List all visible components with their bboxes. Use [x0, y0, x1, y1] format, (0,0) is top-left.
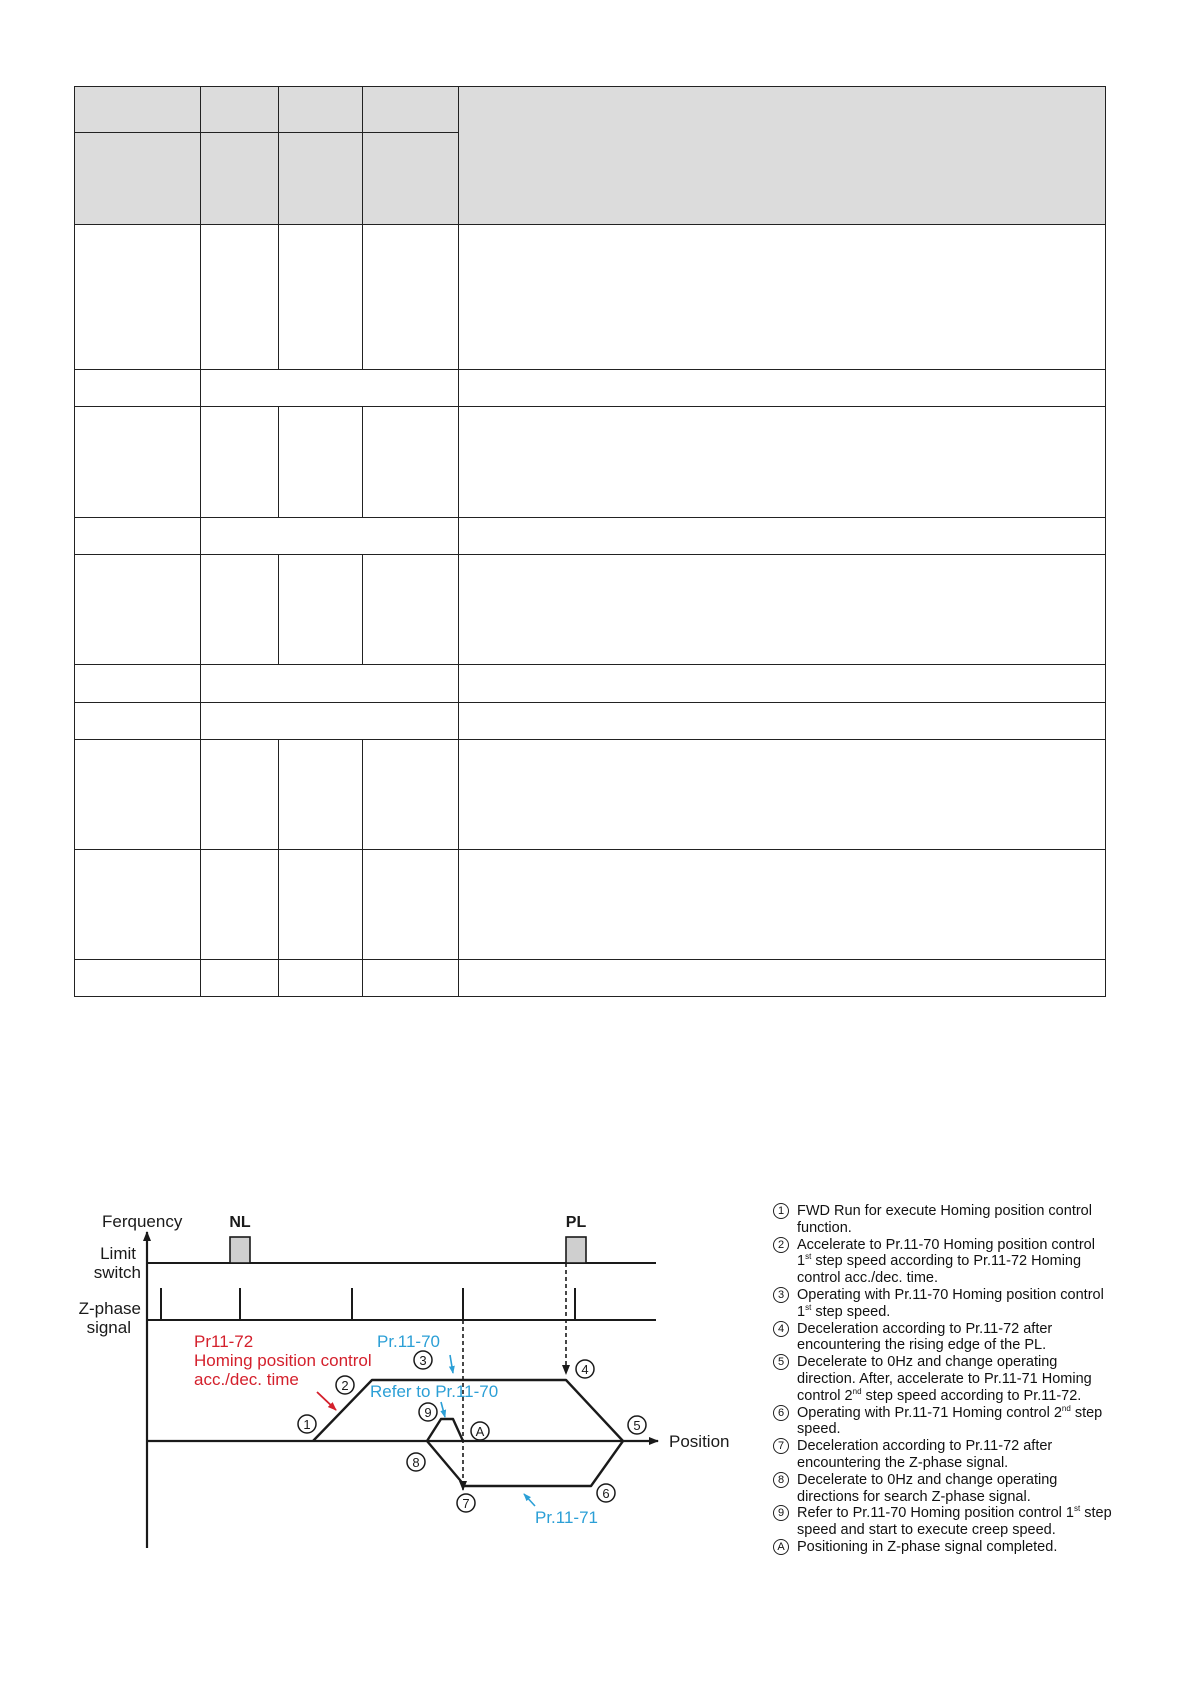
svg-text:1: 1	[303, 1417, 311, 1432]
step-legend	[773, 1203, 1113, 1556]
legend-marker: 3	[773, 1287, 789, 1303]
table-row	[75, 370, 1106, 407]
table-cell	[75, 407, 201, 518]
nl-label: NL	[229, 1214, 251, 1231]
blue-arrow	[524, 1494, 535, 1506]
annotation-line: acc./dec. time	[194, 1370, 299, 1389]
table-cell	[459, 665, 1106, 703]
step-marker-1	[298, 1415, 316, 1433]
table-header-cell	[201, 133, 279, 225]
table-cell	[75, 960, 201, 997]
table-header-row	[75, 87, 1106, 133]
legend-item	[773, 1472, 1113, 1506]
red-arrow	[317, 1392, 336, 1410]
y-axis-label: Ferquency	[102, 1212, 183, 1231]
table-cell	[459, 740, 1106, 850]
legend-item	[773, 1438, 1113, 1472]
legend-text: Decelerate to 0Hz and change operating directions for search Z-phase signal.	[797, 1471, 1058, 1505]
table-cell	[75, 518, 201, 555]
table-header-cell	[363, 133, 459, 225]
table-cell	[459, 555, 1106, 665]
legend-marker: 2	[773, 1237, 789, 1253]
legend-text: step speed.	[811, 1303, 891, 1320]
table-cell	[279, 960, 363, 997]
table-row	[75, 740, 1106, 850]
svg-text:A: A	[475, 1424, 485, 1439]
legend-item	[773, 1354, 1113, 1404]
parameter-table	[74, 86, 1106, 997]
legend-marker: 6	[773, 1405, 789, 1421]
table-header-cell	[75, 87, 201, 133]
table-row	[75, 225, 1106, 370]
table-cell	[201, 370, 459, 407]
step-marker-a	[471, 1422, 489, 1440]
nl-pulse	[230, 1237, 250, 1263]
svg-text:8: 8	[412, 1455, 420, 1470]
table-cell	[279, 407, 363, 518]
table-row	[75, 850, 1106, 960]
legend-item	[773, 1539, 1113, 1556]
x-axis-label: Position	[669, 1432, 730, 1451]
table-row	[75, 555, 1106, 665]
svg-text:3: 3	[419, 1353, 427, 1368]
table-cell	[279, 850, 363, 960]
legend-text: Operating with Pr.11-70 Homing position control 1	[797, 1286, 1104, 1320]
step-markers	[298, 1351, 646, 1512]
legend-superscript: nd	[852, 1386, 862, 1396]
legend-item	[773, 1237, 1113, 1287]
table-cell	[279, 555, 363, 665]
legend-marker: 7	[773, 1438, 789, 1454]
svg-text:9: 9	[424, 1405, 432, 1420]
annotation-line: Pr11-72	[194, 1332, 254, 1351]
table-cell	[201, 225, 279, 370]
refer-pr-11-70-label: Refer to Pr.11-70	[370, 1382, 499, 1401]
table-cell	[363, 225, 459, 370]
table-cell	[363, 407, 459, 518]
legend-text: Deceleration according to Pr.11-72 after encountering the Z-phase signal.	[797, 1438, 1053, 1471]
step-marker-4	[576, 1360, 594, 1378]
annotation-line: Homing position control	[194, 1351, 372, 1370]
table-cell	[279, 225, 363, 370]
table-cell	[459, 518, 1106, 555]
legend-text: step speed.	[797, 1404, 1103, 1438]
table-cell	[75, 225, 201, 370]
svg-text:2: 2	[341, 1378, 349, 1393]
table-cell	[459, 960, 1106, 997]
pl-label: PL	[565, 1214, 587, 1231]
legend-marker: 5	[773, 1354, 789, 1370]
table-header-cell	[75, 133, 201, 225]
table-cell	[201, 518, 459, 555]
limit-switch-label: switch	[93, 1263, 141, 1282]
table-row	[75, 407, 1106, 518]
legend-superscript: st	[805, 1252, 812, 1262]
step-marker-6	[597, 1484, 615, 1502]
blue-arrow	[450, 1355, 453, 1373]
table-cell	[201, 665, 459, 703]
svg-text:4: 4	[581, 1362, 589, 1377]
legend-marker: 1	[773, 1203, 789, 1219]
legend-text: Decelerate to 0Hz and change operating direction. After, accelerate to Pr.11-71 Homing control 2	[797, 1354, 1092, 1404]
pl-pulse	[566, 1237, 586, 1263]
legend-text: Operating with Pr.11-71 Homing control 2	[797, 1404, 1062, 1421]
pr-11-70-label: Pr.11-70	[377, 1332, 441, 1351]
step-marker-9	[419, 1403, 437, 1421]
table-cell	[75, 370, 201, 407]
table-cell	[459, 703, 1106, 740]
legend-superscript: nd	[1061, 1403, 1071, 1413]
table-cell	[459, 370, 1106, 407]
legend-marker: 8	[773, 1472, 789, 1488]
table-cell	[279, 740, 363, 850]
table-row	[75, 703, 1106, 740]
table-cell	[201, 960, 279, 997]
legend-marker: 4	[773, 1321, 789, 1337]
table-row	[75, 518, 1106, 555]
table-cell	[75, 555, 201, 665]
legend-text: step speed according to Pr.11-72.	[861, 1387, 1082, 1404]
table-header-cell	[201, 87, 279, 133]
legend-superscript: st	[1074, 1504, 1081, 1514]
legend-item	[773, 1287, 1113, 1321]
table-cell	[363, 960, 459, 997]
legend-item	[773, 1321, 1113, 1355]
svg-text:6: 6	[602, 1486, 610, 1501]
table-cell	[201, 407, 279, 518]
table-cell	[459, 407, 1106, 518]
table-cell	[363, 555, 459, 665]
table-header-description	[459, 87, 1106, 225]
table-cell	[201, 703, 459, 740]
table-cell	[201, 850, 279, 960]
z-phase-label: Z-phase	[78, 1299, 141, 1318]
step-marker-5	[628, 1416, 646, 1434]
table-cell	[201, 740, 279, 850]
legend-text: Deceleration according to Pr.11-72 after encountering the rising edge of the PL.	[797, 1320, 1053, 1354]
table-cell	[363, 850, 459, 960]
svg-text:5: 5	[633, 1418, 641, 1433]
legend-text: Accelerate to Pr.11-70 Homing position control 1	[797, 1236, 1095, 1270]
table-header-cell	[279, 133, 363, 225]
legend-text: Positioning in Z-phase signal completed.	[797, 1538, 1058, 1555]
table-cell	[459, 850, 1106, 960]
legend-text: FWD Run for execute Homing position control function.	[797, 1203, 1092, 1236]
table-cell	[75, 850, 201, 960]
legend-item	[773, 1505, 1113, 1539]
legend-text: step speed according to Pr.11-72 Homing control acc./dec. time.	[797, 1253, 1082, 1287]
table-row	[75, 960, 1106, 997]
table-cell	[459, 225, 1106, 370]
z-phase-label: signal	[86, 1318, 131, 1337]
legend-item	[773, 1405, 1113, 1439]
table-cell	[75, 740, 201, 850]
legend-item	[773, 1203, 1113, 1237]
table-cell	[363, 740, 459, 850]
legend-superscript: st	[805, 1302, 812, 1312]
blue-arrow	[441, 1402, 445, 1417]
legend-text: step speed and start to execute creep speed.	[797, 1505, 1112, 1539]
step-marker-7	[457, 1494, 475, 1512]
table-row	[75, 665, 1106, 703]
svg-text:7: 7	[462, 1496, 470, 1511]
table-cell	[75, 665, 201, 703]
table-cell	[201, 555, 279, 665]
table-header-cell	[279, 87, 363, 133]
limit-switch-label: Limit	[100, 1244, 136, 1263]
table-cell	[75, 703, 201, 740]
legend-marker: 9	[773, 1505, 789, 1521]
homing-timing-diagram	[0, 1180, 770, 1580]
step-marker-2	[336, 1376, 354, 1394]
legend-marker: A	[773, 1539, 789, 1555]
step-marker-3	[414, 1351, 432, 1369]
pr-11-71-label: Pr.11-71	[535, 1508, 599, 1527]
table-header-cell	[363, 87, 459, 133]
legend-text: Refer to Pr.11-70 Homing position control 1	[797, 1505, 1074, 1522]
step-marker-8	[407, 1453, 425, 1471]
z-phase-pulses	[161, 1288, 575, 1320]
